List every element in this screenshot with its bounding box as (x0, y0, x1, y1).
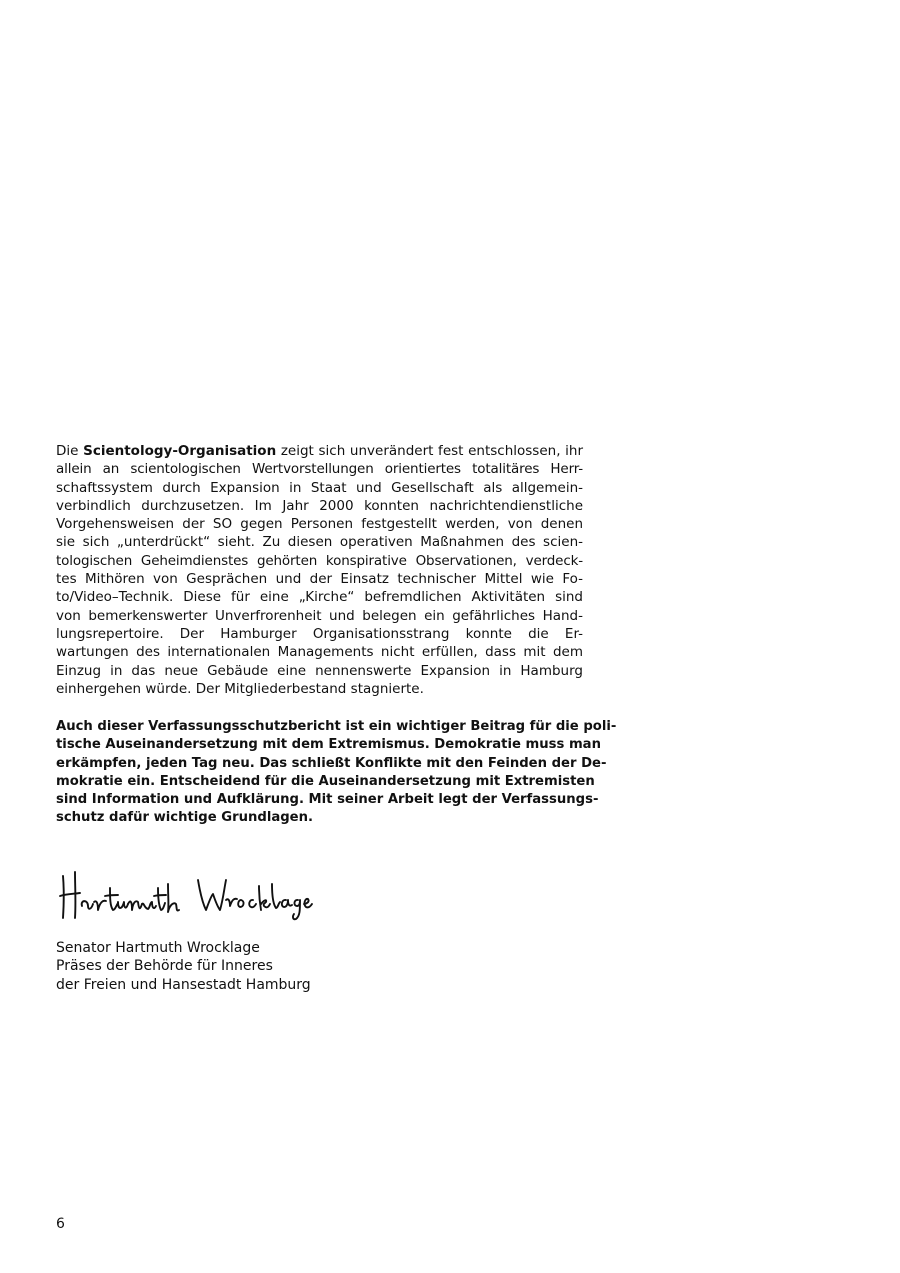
intro-line-1-rest: zeigt sich unverändert fest entschlossen, ihr (280, 443, 583, 459)
closing-line: mokratie ein. Entscheidend für die Auseinandersetzung mit Extremisten (56, 773, 595, 789)
organisation-name: Scientology-Organisation (83, 443, 277, 459)
intro-line-1 (56, 442, 583, 460)
intro-line: to/Video–Technik. Diese für eine „Kirche“ befremdlichen Aktivitäten sind (56, 589, 583, 606)
page-number: 6 (56, 1216, 65, 1232)
intro-line: lungsrepertoire. Der Hamburger Organisationsstrang konnte die Er- (56, 625, 583, 642)
signer-city: der Freien und Hansestadt Hamburg (56, 976, 311, 993)
closing-line: tische Auseinandersetzung mit dem Extremismus. Demokratie muss man (56, 737, 601, 753)
intro-line: schaftssystem durch Expansion in Staat und Gesellschaft als allgemein- (56, 479, 583, 496)
intro-line: sie sich „unterdrückt“ sieht. Zu diesen operativen Maßnahmen des scien- (56, 534, 583, 551)
intro-line: wartungen des internationalen Managements nicht erfüllen, dass mit dem (56, 644, 583, 661)
intro-line: allein an scientologischen Wertvorstellungen orientiertes totalitäres Herr- (56, 461, 583, 478)
intro-line: einhergehen würde. Der Mitgliederbestand stagnierte. (56, 680, 424, 697)
intro-line: tologischen Geheimdienstes gehörten konspirative Observationen, verdeck- (56, 552, 583, 569)
handwritten-signature (58, 866, 314, 924)
signer-name: Senator Hartmuth Wrocklage (56, 940, 260, 956)
intro-line: tes Mithören von Gesprächen und der Einsatz technischer Mittel wie Fo- (56, 571, 583, 588)
closing-line: erkämpfen, jeden Tag neu. Das schließt Konflikte mit den Feinden der De- (56, 755, 607, 771)
closing-line: Auch dieser Verfassungsschutzbericht ist ein wichtiger Beitrag für die poli- (56, 719, 617, 734)
intro-line: von bemerkenswerter Unverfrorenheit und belegen ein gefährliches Hand- (56, 607, 583, 624)
closing-paragraph (56, 718, 617, 828)
intro-line: Einzug in das neue Gebäude eine nennenswerte Expansion in Hamburg (56, 662, 583, 679)
intro-lead: Die (56, 443, 79, 459)
intro-paragraph (56, 442, 583, 698)
closing-line: schutz dafür wichtige Grundlagen. (56, 810, 314, 826)
closing-line: sind Information und Aufklärung. Mit seiner Arbeit legt der Verfassungs- (56, 792, 599, 808)
signer-office: Präses der Behörde für Inneres (56, 958, 273, 975)
intro-line: Vorgehensweisen der SO gegen Personen festgestellt werden, von denen (56, 516, 583, 533)
signature-block (56, 939, 311, 994)
intro-line: verbindlich durchzusetzen. Im Jahr 2000 konnten nachrichtendienstliche (56, 497, 583, 514)
